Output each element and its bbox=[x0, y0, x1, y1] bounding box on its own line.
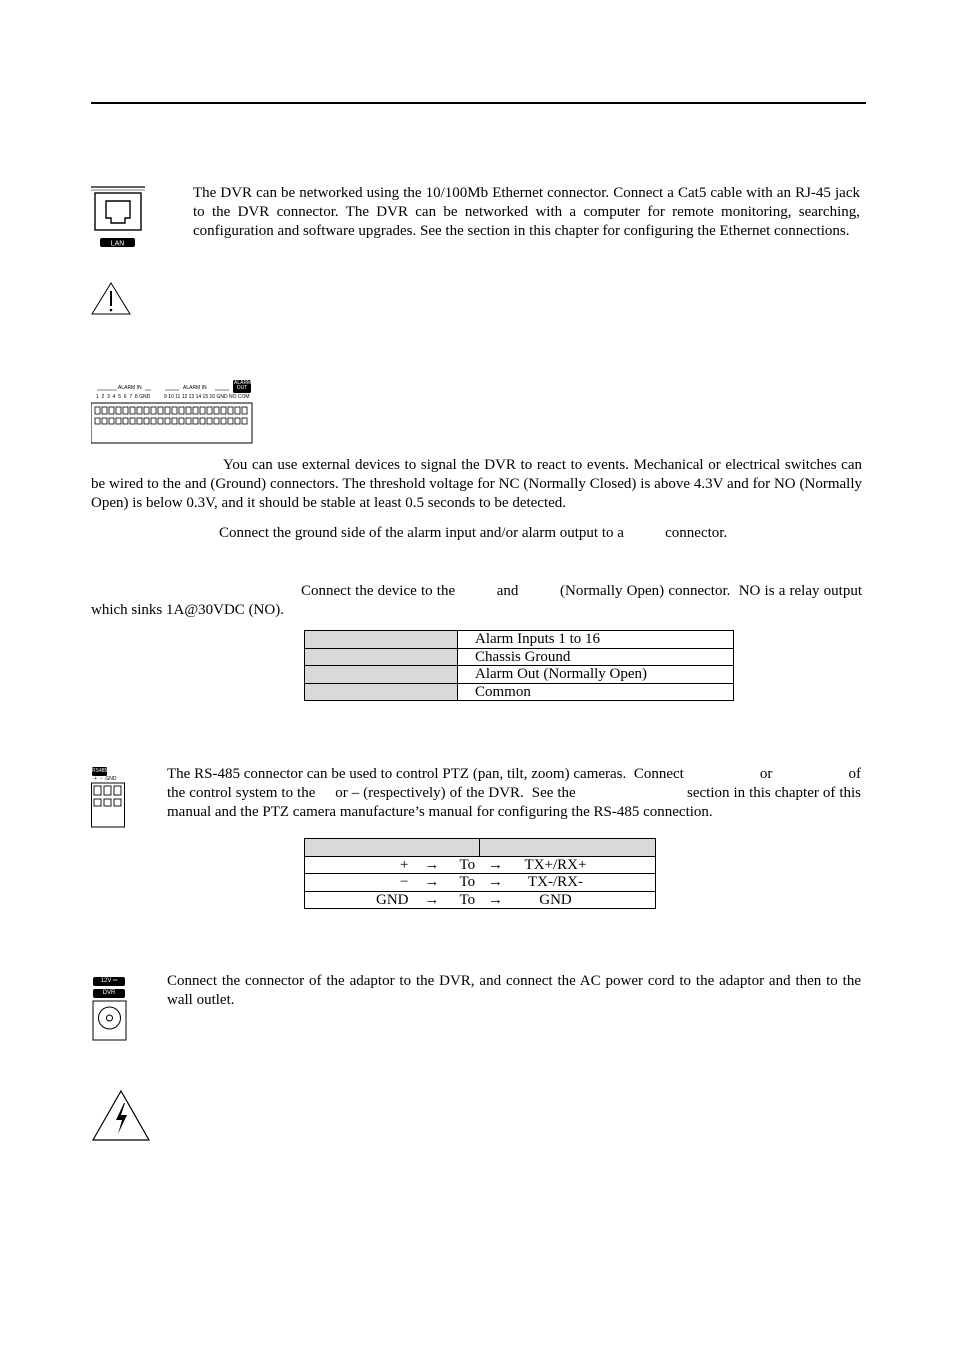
arrow-icon: → bbox=[480, 874, 512, 892]
alarm-connector-panel bbox=[91, 379, 253, 445]
electric-hazard-icon bbox=[91, 1089, 151, 1143]
alarm-paragraph-1: You can use external devices to signal the DVR to react to events. Mechanical or electrical switches can be wired to the and (Ground) connectors. The threshold voltage for NC (Normally Closed) is above 4.3V and for NO (Normally Open) is below 0.3V, and it should be stable at least 0.5 seconds to be detected. bbox=[91, 457, 862, 512]
rs485-wiring-table bbox=[304, 838, 656, 909]
arrow-icon: → bbox=[480, 856, 512, 874]
table-row bbox=[305, 856, 656, 874]
ptz-terminal: TX-/RX- bbox=[512, 874, 600, 892]
dvr-terminal: − bbox=[305, 874, 409, 892]
rs485-icon-label: RS485 bbox=[92, 768, 108, 774]
alarm-pin-label bbox=[305, 683, 458, 701]
alarm-pin-label bbox=[305, 631, 458, 649]
ptz-terminal: TX+/RX+ bbox=[512, 856, 600, 874]
table-row bbox=[305, 874, 656, 892]
alarm-pin-description: Common bbox=[458, 683, 734, 701]
arrow-icon: → bbox=[408, 891, 455, 909]
rs485-connector-icon bbox=[91, 766, 127, 828]
alarm-pin-description: Alarm Inputs 1 to 16 bbox=[458, 631, 734, 649]
alarm-pin-table bbox=[304, 630, 734, 701]
arrow-icon: → bbox=[408, 856, 455, 874]
power-connector-icon bbox=[92, 976, 128, 1042]
alarm-in-label-2: ALARM IN bbox=[183, 385, 207, 391]
lan-port-icon bbox=[91, 185, 145, 249]
to-label: To bbox=[455, 891, 479, 909]
alarm-paragraph-3: Connect the device to the and (Normally Open) connector. NO is a relay output which sinks 1A@30VDC (NO). bbox=[91, 583, 866, 619]
table-row bbox=[305, 666, 734, 684]
table-row bbox=[305, 631, 734, 649]
arrow-icon: → bbox=[408, 874, 455, 892]
alarm-pin-description: Chassis Ground bbox=[458, 648, 734, 666]
alarm-pin-label bbox=[305, 648, 458, 666]
header-rule bbox=[91, 102, 866, 104]
dvr-terminal: GND bbox=[305, 891, 409, 909]
to-label: To bbox=[455, 874, 479, 892]
rs485-paragraph: The RS-485 connector can be used to control PTZ (pan, tilt, zoom) cameras. Connect or of the control system to the or – (respectively) of the DVR. See the section in this chapter of this manual and the PTZ camera manufacture’s manual for configuring the RS-485 connection. bbox=[167, 766, 865, 821]
power-paragraph: Connect the connector of the adaptor to the DVR, and connect the AC power cord to the adaptor and then to the wall outlet. bbox=[167, 973, 861, 1009]
lan-paragraph: The DVR can be networked using the 10/100Mb Ethernet connector. Connect a Cat5 cable with an RJ-45 jack to the DVR connector. The DVR can be networked with a computer for remote monitoring, searching, configuration and software upgrades. See the section in this chapter for configuring the Ethernet connections. bbox=[193, 185, 860, 240]
alarm-in-label-1: ALARM IN bbox=[118, 385, 142, 391]
table-row bbox=[305, 891, 656, 909]
alarm-paragraph-2: Connect the ground side of the alarm input and/or alarm output to a connector. bbox=[219, 525, 728, 541]
dvr-terminal: + bbox=[305, 856, 409, 874]
arrow-icon: → bbox=[480, 891, 512, 909]
lan-icon-label: LAN bbox=[110, 240, 125, 248]
alarm-pins-right: 9 10 11 12 13 14 15 16 GND NO COM bbox=[164, 394, 250, 400]
caution-icon bbox=[90, 281, 132, 316]
alarm-pins-left: 1 2 3 4 5 6 7 8 GND bbox=[96, 394, 151, 400]
alarm-out-label: ALARM OUT bbox=[234, 380, 252, 391]
power-icon-label-2: DVR bbox=[102, 990, 116, 996]
to-label: To bbox=[455, 856, 479, 874]
rs485-pin-labels: + − GND bbox=[94, 776, 117, 782]
alarm-pin-description: Alarm Out (Normally Open) bbox=[458, 666, 734, 684]
table-row bbox=[305, 648, 734, 666]
alarm-pin-label bbox=[305, 666, 458, 684]
power-icon-label-1: 12V ═ bbox=[100, 978, 118, 984]
ptz-terminal: GND bbox=[512, 891, 600, 909]
table-header-row bbox=[305, 839, 656, 857]
table-row bbox=[305, 683, 734, 701]
